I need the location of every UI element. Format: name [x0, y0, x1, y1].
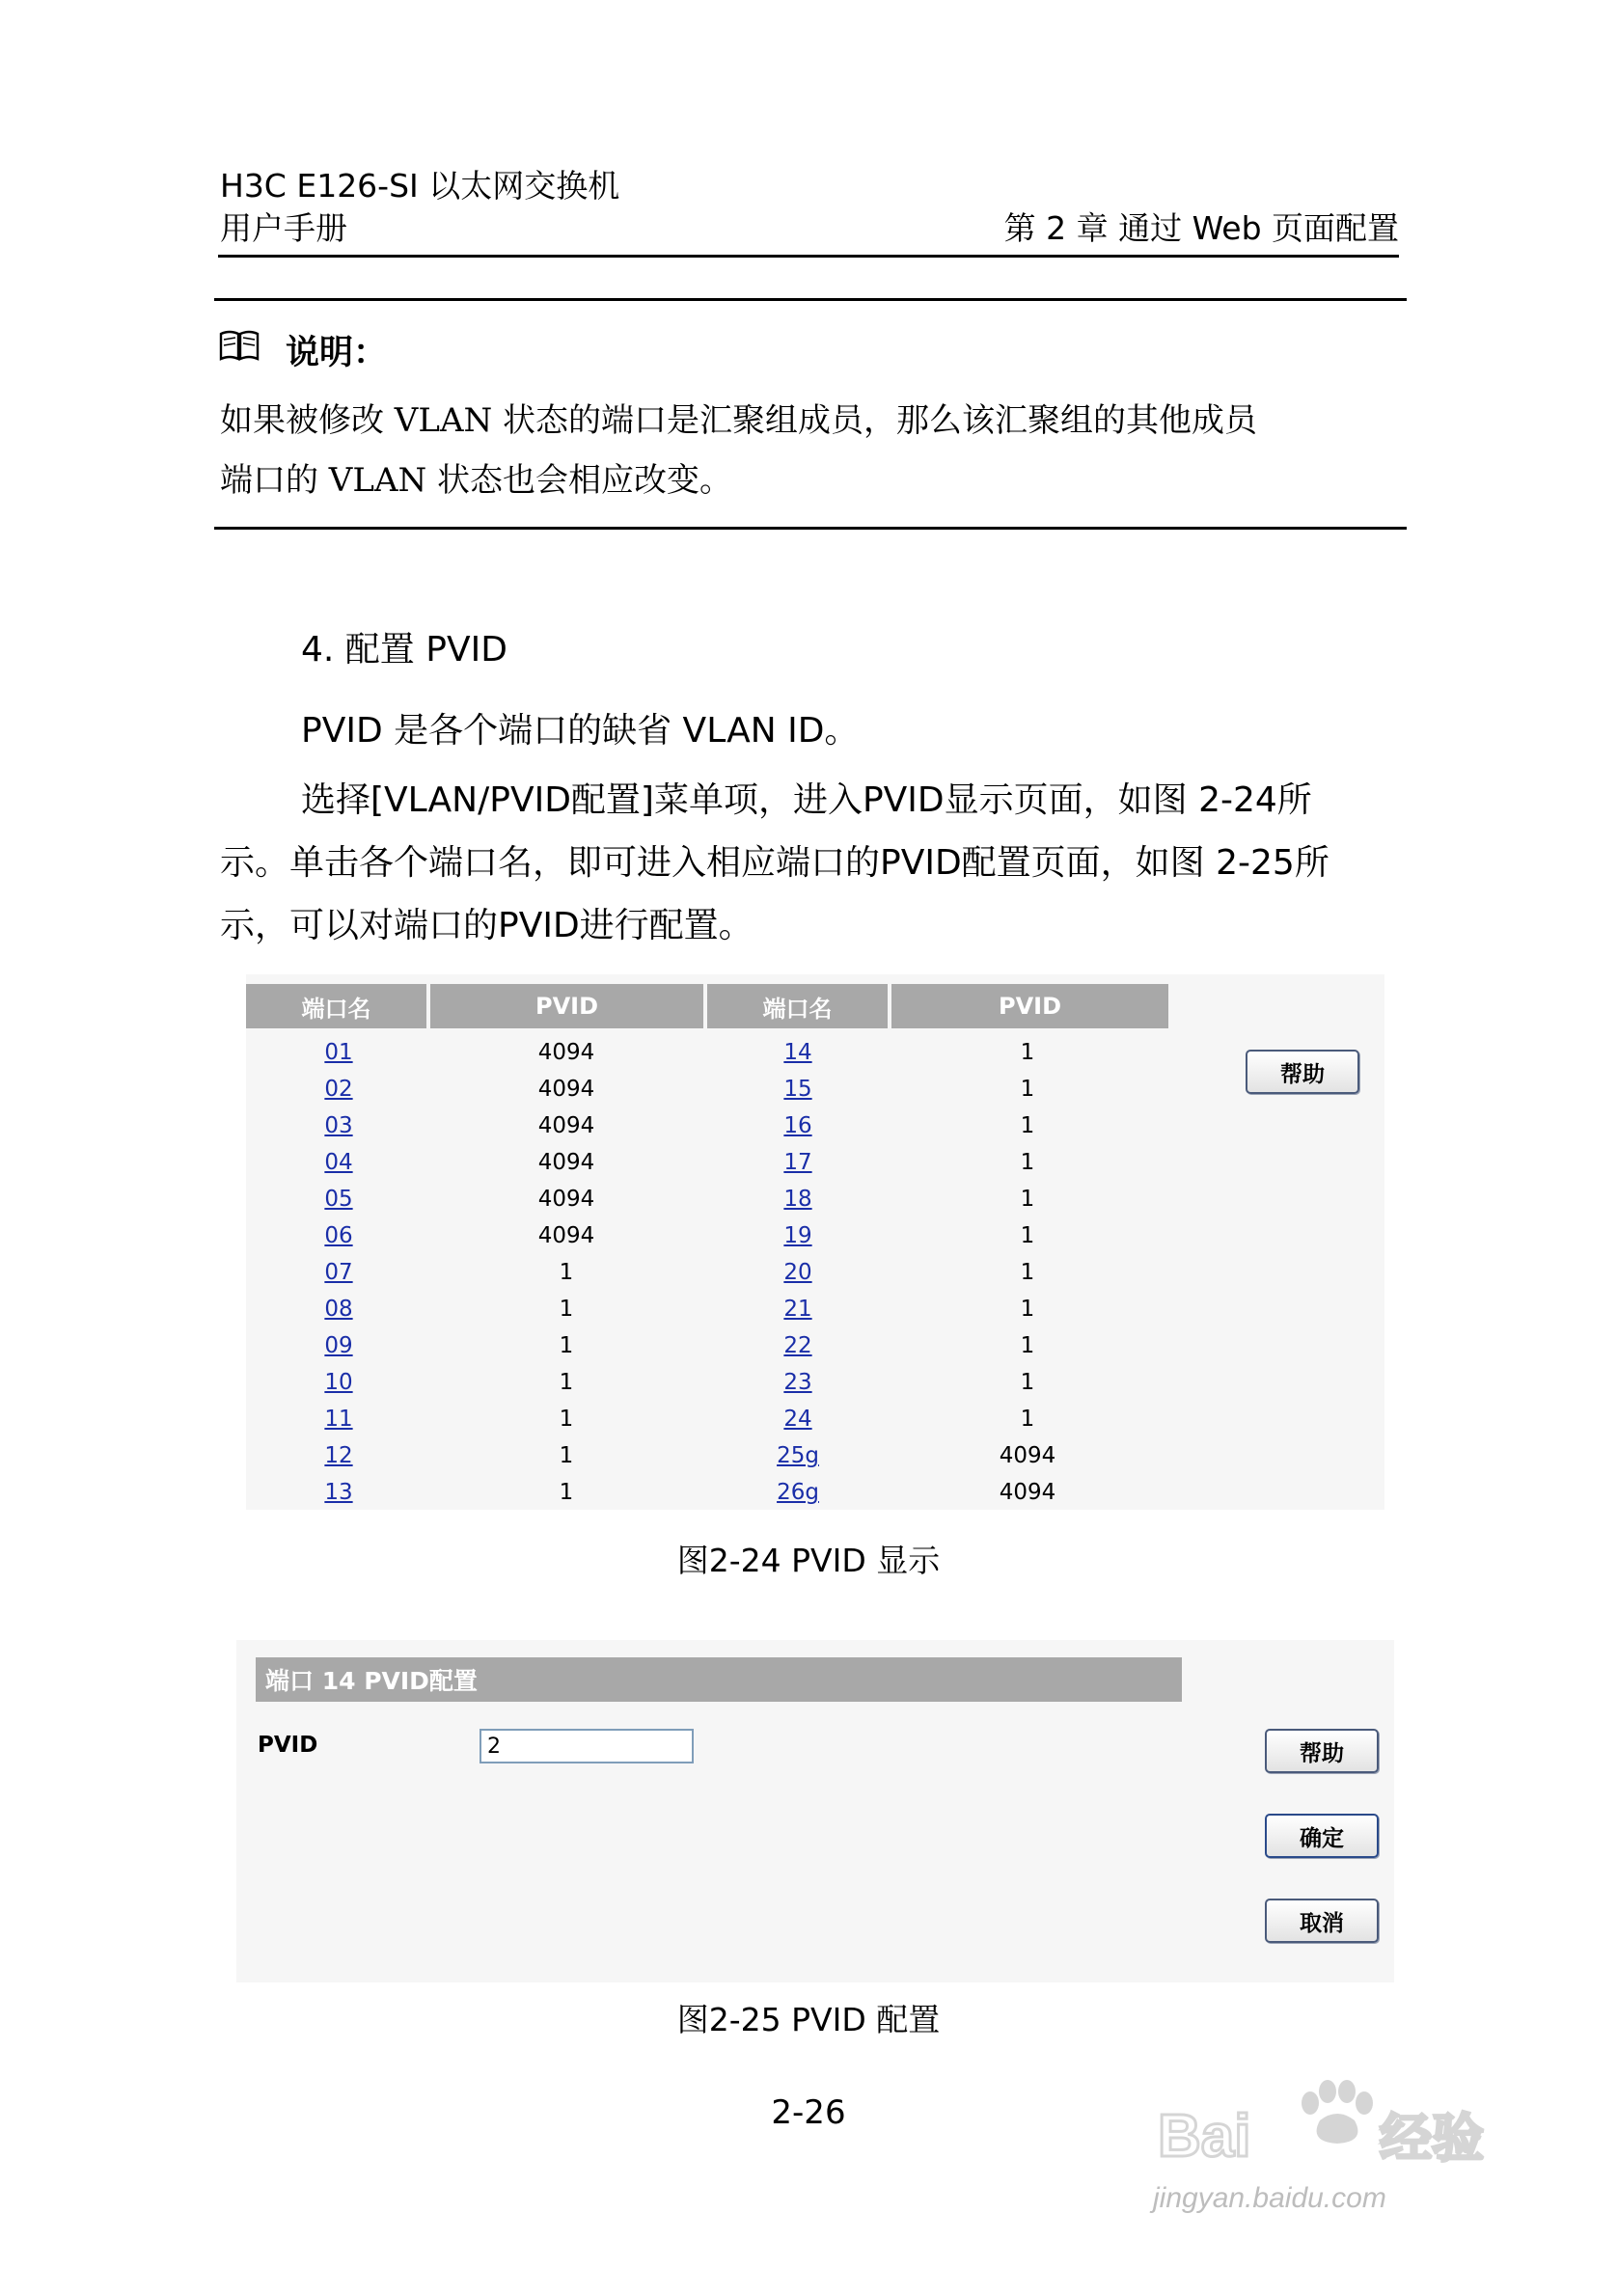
header-manual: 用户手册	[220, 209, 347, 247]
pvid-value: 1	[1020, 1040, 1035, 1065]
pvid-input[interactable]	[480, 1729, 694, 1763]
pvid-value: 4094	[537, 1077, 595, 1102]
watermark-url: jingyan.baidu.com	[1153, 2182, 1386, 2214]
port-link[interactable]: 05	[324, 1187, 353, 1212]
port-link[interactable]: 10	[324, 1370, 353, 1395]
figure-caption-2-24: 图2-24 PVID 显示	[676, 1542, 941, 1579]
pvid-value: 1	[1020, 1407, 1035, 1432]
pvid-value: 1	[559, 1480, 574, 1505]
pvid-value: 4094	[537, 1187, 595, 1212]
port-link[interactable]: 21	[783, 1297, 812, 1322]
col-header-port-name-left: 端口名	[246, 984, 426, 1028]
table-row	[246, 1217, 1172, 1254]
table-row	[246, 1474, 1172, 1511]
pvid-value: 1	[1020, 1223, 1035, 1248]
svg-text:Bai: Bai	[1158, 2103, 1251, 2170]
port-link[interactable]: 07	[324, 1260, 353, 1285]
pvid-value: 1	[1020, 1297, 1035, 1322]
baidu-watermark-logo	[1148, 2064, 1534, 2171]
header-product: H3C E126-SI 以太网交换机	[220, 167, 620, 205]
pvid-value: 1	[559, 1297, 574, 1322]
pvid-value: 1	[559, 1333, 574, 1358]
port-link[interactable]: 04	[324, 1150, 353, 1175]
pvid-value: 1	[1020, 1260, 1035, 1285]
port-link[interactable]: 17	[783, 1150, 812, 1175]
port-link[interactable]: 09	[324, 1333, 353, 1358]
pvid-config-screenshot	[236, 1640, 1394, 1982]
help-button[interactable]: 帮助	[1246, 1050, 1359, 1094]
page-number: 2-26	[771, 2093, 846, 2132]
paragraph-2-line-3: 示，可以对端口的PVID进行配置。	[220, 906, 754, 945]
cancel-button[interactable]: 取消	[1265, 1899, 1379, 1943]
pvid-value: 1	[1020, 1113, 1035, 1138]
col-header-pvid-left: PVID	[430, 984, 703, 1028]
panel-title: 端口 14 PVID配置	[256, 1657, 1182, 1702]
book-icon	[218, 328, 260, 363]
port-link[interactable]: 12	[324, 1443, 353, 1468]
table-row	[246, 1181, 1172, 1217]
table-row	[246, 1144, 1172, 1181]
port-link[interactable]: 24	[783, 1407, 812, 1432]
table-row	[246, 1401, 1172, 1437]
pvid-value: 4094	[537, 1223, 595, 1248]
note-line-1: 如果被修改 VLAN 状态的端口是汇聚组成员，那么该汇聚组的其他成员	[220, 401, 1258, 440]
pvid-value: 1	[559, 1407, 574, 1432]
port-link[interactable]: 16	[783, 1113, 812, 1138]
table-row	[246, 1291, 1172, 1327]
svg-text:经验: 经验	[1380, 2108, 1484, 2169]
section-heading: 4. 配置 PVID	[301, 630, 507, 670]
pvid-value: 4094	[537, 1040, 595, 1065]
port-link[interactable]: 06	[324, 1223, 353, 1248]
table-row	[246, 1254, 1172, 1291]
note-bottom-rule	[214, 527, 1407, 530]
note-title: 说明：	[286, 334, 388, 372]
table-row	[246, 1364, 1172, 1401]
port-link[interactable]: 26g	[777, 1480, 819, 1505]
pvid-value: 1	[1020, 1370, 1035, 1395]
port-link[interactable]: 19	[783, 1223, 812, 1248]
pvid-value: 4094	[999, 1443, 1056, 1468]
port-link[interactable]: 22	[783, 1333, 812, 1358]
pvid-value: 1	[1020, 1150, 1035, 1175]
pvid-value: 1	[1020, 1333, 1035, 1358]
port-link[interactable]: 18	[783, 1187, 812, 1212]
col-header-port-name-right: 端口名	[707, 984, 888, 1028]
table-row	[246, 1327, 1172, 1364]
paragraph-2-line-2: 示。单击各个端口名，即可进入相应端口的PVID配置页面，如图 2-25所	[220, 843, 1329, 883]
note-line-2: 端口的 VLAN 状态也会相应改变。	[220, 461, 733, 500]
port-link[interactable]: 25g	[777, 1443, 819, 1468]
port-link[interactable]: 20	[783, 1260, 812, 1285]
paragraph-2-line-1: 选择[VLAN/PVID配置]菜单项，进入PVID显示页面，如图 2-24所	[301, 780, 1312, 820]
port-link[interactable]: 02	[324, 1077, 353, 1102]
table-row	[246, 1034, 1172, 1071]
port-link[interactable]: 01	[324, 1040, 353, 1065]
pvid-field-label: PVID	[258, 1733, 318, 1758]
port-link[interactable]: 13	[324, 1480, 353, 1505]
pvid-value: 1	[559, 1260, 574, 1285]
help-button[interactable]: 帮助	[1265, 1729, 1379, 1773]
pvid-value: 4094	[537, 1150, 595, 1175]
port-link[interactable]: 15	[783, 1077, 812, 1102]
pvid-value: 1	[1020, 1077, 1035, 1102]
pvid-value: 4094	[999, 1480, 1056, 1505]
port-link[interactable]: 03	[324, 1113, 353, 1138]
header-rule	[218, 255, 1399, 258]
figure-caption-2-25: 图2-25 PVID 配置	[676, 2001, 941, 2038]
port-link[interactable]: 11	[324, 1407, 353, 1432]
port-link[interactable]: 14	[783, 1040, 812, 1065]
pvid-value: 1	[559, 1370, 574, 1395]
note-top-rule	[214, 298, 1407, 301]
header-chapter: 第 2 章 通过 Web 页面配置	[1003, 209, 1399, 247]
table-row	[246, 1107, 1172, 1144]
col-header-pvid-right: PVID	[891, 984, 1168, 1028]
port-link[interactable]: 23	[783, 1370, 812, 1395]
pvid-value: 1	[559, 1443, 574, 1468]
ok-button[interactable]: 确定	[1265, 1814, 1379, 1858]
table-row	[246, 1437, 1172, 1474]
port-link[interactable]: 08	[324, 1297, 353, 1322]
pvid-display-screenshot	[246, 974, 1384, 1510]
pvid-value: 1	[1020, 1187, 1035, 1212]
table-row	[246, 1071, 1172, 1107]
pvid-value: 4094	[537, 1113, 595, 1138]
paragraph-1: PVID 是各个端口的缺省 VLAN ID。	[301, 711, 860, 751]
